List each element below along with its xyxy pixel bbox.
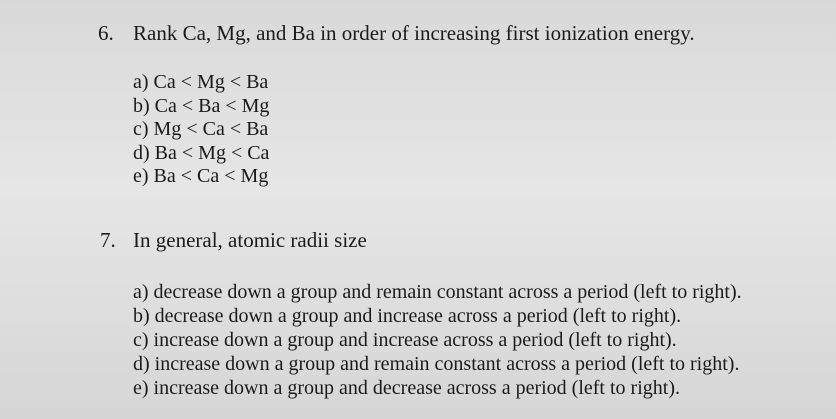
- question-7-option-d: d) increase down a group and remain constant across a period (left to right).: [133, 353, 740, 375]
- question-6-option-e: e) Ba < Ca < Mg: [133, 165, 269, 187]
- question-6-option-c: c) Mg < Ca < Ba: [133, 118, 269, 140]
- question-7-option-a: a) decrease down a group and remain constant across a period (left to right).: [133, 281, 742, 303]
- question-7-option-c: c) increase down a group and increase across a period (left to right).: [133, 329, 677, 351]
- question-6-number: 6.: [98, 21, 114, 45]
- question-7-option-e: e) increase down a group and decrease across a period (left to right).: [133, 377, 680, 399]
- question-7-text: In general, atomic radii size: [133, 228, 367, 252]
- question-7-options: [133, 280, 742, 400]
- question-6-option-d: d) Ba < Mg < Ca: [133, 141, 270, 164]
- question-7-option-b: b) decrease down a group and increase across a period (left to right).: [133, 305, 682, 327]
- question-6-option-b: b) Ca < Ba < Mg: [133, 94, 270, 117]
- question-6-options: [133, 71, 269, 189]
- question-6-text: Rank Ca, Mg, and Ba in order of increasing first ionization energy.: [133, 21, 695, 45]
- question-7-number: 7.: [100, 228, 116, 252]
- question-6-option-a: a) Ca < Mg < Ba: [133, 71, 269, 93]
